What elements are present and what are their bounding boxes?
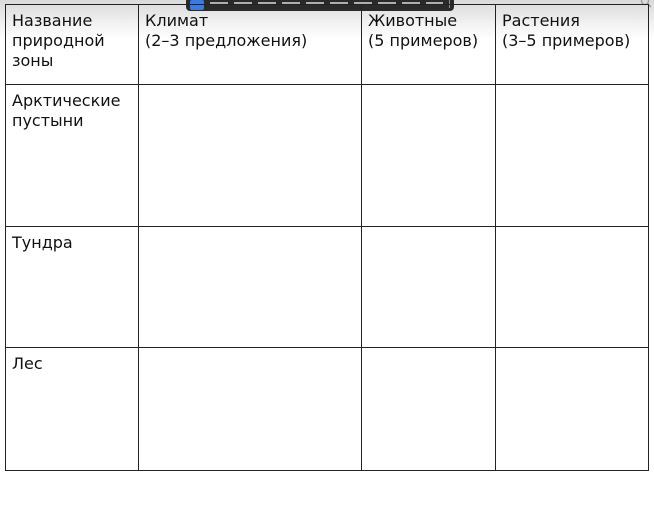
zone-name-line: Лес xyxy=(12,354,43,373)
animals-cell[interactable] xyxy=(362,348,496,471)
climate-cell[interactable] xyxy=(139,227,362,348)
climate-cell[interactable] xyxy=(139,85,362,227)
zone-name-cell xyxy=(6,227,139,348)
natural-zones-table xyxy=(5,4,649,471)
header-text-line: (5 примеров) xyxy=(368,31,479,50)
header-text-line: природной xyxy=(12,31,105,50)
animals-cell[interactable] xyxy=(362,227,496,348)
zone-name-line: пустыни xyxy=(12,111,84,130)
header-text-line: Название xyxy=(12,11,93,30)
zone-name-line: Тундра xyxy=(12,233,73,252)
header-text-line: (2–3 предложения) xyxy=(145,31,308,50)
zone-name-line: Арктические xyxy=(12,91,121,110)
header-climate xyxy=(139,5,362,85)
zone-name-cell xyxy=(6,85,139,227)
plants-cell[interactable] xyxy=(496,85,649,227)
zone-name-cell xyxy=(6,348,139,471)
header-text-line: Климат xyxy=(145,11,209,30)
header-text-line: зоны xyxy=(12,51,54,70)
header-text-line: (3–5 примеров) xyxy=(502,31,631,50)
header-zone-name xyxy=(6,5,139,85)
animals-cell[interactable] xyxy=(362,85,496,227)
header-animals xyxy=(362,5,496,85)
table-row xyxy=(6,348,649,471)
table-row xyxy=(6,85,649,227)
plants-cell[interactable] xyxy=(496,348,649,471)
plants-cell[interactable] xyxy=(496,227,649,348)
header-plants xyxy=(496,5,649,85)
table-header-row xyxy=(6,5,649,85)
table-row xyxy=(6,227,649,348)
header-text-line: Растения xyxy=(502,11,580,30)
header-text-line: Животные xyxy=(368,11,458,30)
climate-cell[interactable] xyxy=(139,348,362,471)
